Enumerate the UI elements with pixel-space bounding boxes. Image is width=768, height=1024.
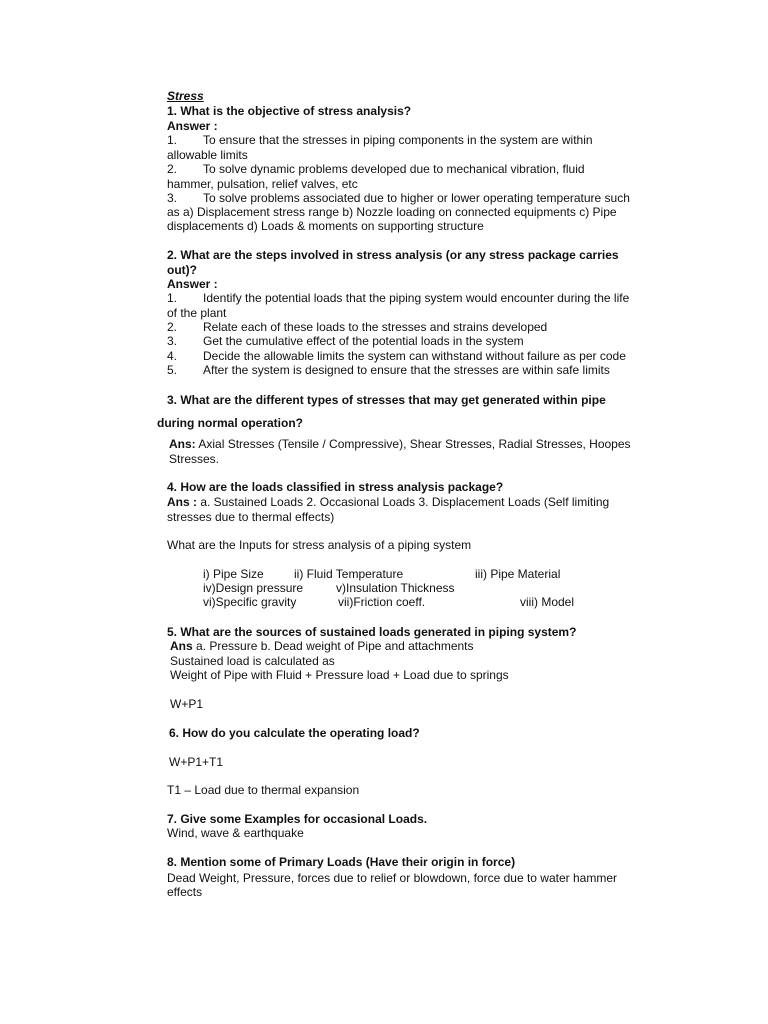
answer-label-2: Answer : bbox=[167, 277, 218, 291]
answer-5 bbox=[170, 639, 474, 654]
inputs-heading: What are the Inputs for stress analysis of a piping system bbox=[167, 538, 472, 552]
answer-4-cont: stresses due to thermal effects) bbox=[167, 510, 335, 524]
q2-item-1-cont: of the plant bbox=[167, 306, 227, 320]
sustained-load-formula: W+P1 bbox=[170, 697, 204, 711]
question-5: 5. What are the sources of sustained loads generated in piping system? bbox=[167, 625, 577, 639]
operating-load-formula: W+P1+T1 bbox=[169, 755, 224, 769]
q2-item-1 bbox=[167, 291, 629, 306]
answer-3 bbox=[169, 437, 631, 452]
q1-item-1 bbox=[167, 133, 593, 148]
q1-item-2 bbox=[167, 162, 585, 177]
question-6: 6. How do you calculate the operating load? bbox=[169, 726, 420, 740]
q2-item-3 bbox=[167, 334, 524, 349]
item-number: 2. bbox=[167, 162, 178, 176]
answer-8: Dead Weight, Pressure, forces due to relief or blowdown, force due to water hammer bbox=[167, 871, 617, 885]
input-insulation-thickness: v)Insulation Thickness bbox=[336, 581, 455, 595]
q1-item-2-cont: hammer, pulsation, relief valves, etc bbox=[167, 177, 358, 191]
q1-item-3-cont: as a) Displacement stress range b) Nozzle loading on connected equipments c) Pipe bbox=[167, 205, 617, 219]
answer-label-4: Ans : bbox=[167, 495, 197, 509]
answer-5-line2: Sustained load is calculated as bbox=[170, 654, 335, 668]
answer-4 bbox=[167, 495, 609, 510]
question-3-cont: during normal operation? bbox=[157, 416, 303, 430]
item-number: 1. bbox=[167, 133, 178, 147]
q1-item-3 bbox=[167, 191, 630, 206]
item-text: To solve dynamic problems developed due to mechanical vibration, fluid bbox=[203, 162, 585, 176]
item-text: To ensure that the stresses in piping components in the system are within bbox=[203, 133, 593, 147]
question-8: 8. Mention some of Primary Loads (Have their origin in force) bbox=[167, 855, 516, 869]
input-specific-gravity: vi)Specific gravity bbox=[203, 595, 297, 609]
item-text: After the system is designed to ensure that the stresses are within safe limits bbox=[203, 363, 610, 377]
item-number: 1. bbox=[167, 291, 178, 305]
item-text: Get the cumulative effect of the potential loads in the system bbox=[203, 334, 524, 348]
answer-3-cont: Stresses. bbox=[169, 452, 220, 466]
input-pipe-material: iii) Pipe Material bbox=[475, 567, 561, 581]
input-model: viii) Model bbox=[520, 595, 575, 609]
answer-7: Wind, wave & earthquake bbox=[167, 826, 304, 840]
answer-label-1: Answer : bbox=[167, 119, 218, 133]
q2-item-4 bbox=[167, 349, 626, 364]
input-design-pressure: iv)Design pressure bbox=[203, 581, 304, 595]
item-number: 5. bbox=[167, 363, 178, 377]
answer-5-line3: Weight of Pipe with Fluid + Pressure load + Load due to springs bbox=[170, 668, 509, 682]
thermal-load-note: T1 – Load due to thermal expansion bbox=[167, 783, 360, 797]
item-text: Relate each of these loads to the stresses and strains developed bbox=[203, 320, 548, 334]
answer-label-5: Ans bbox=[170, 639, 193, 653]
q2-item-5 bbox=[167, 363, 610, 378]
q1-item-3-cont2: displacements d) Loads & moments on supporting structure bbox=[167, 219, 484, 233]
answer-label-3: Ans: bbox=[169, 437, 196, 451]
question-2: 2. What are the steps involved in stress analysis (or any stress package carries bbox=[167, 248, 619, 262]
document-title: Stress bbox=[167, 89, 204, 103]
answer-3-text: Axial Stresses (Tensile / Compressive), Shear Stresses, Radial Stresses, Hoopes bbox=[195, 437, 631, 451]
input-friction-coeff: vii)Friction coeff. bbox=[338, 595, 426, 609]
question-3: 3. What are the different types of stresses that may get generated within pipe bbox=[167, 393, 606, 407]
item-text: Identify the potential loads that the piping system would encounter during the life bbox=[203, 291, 630, 305]
question-7: 7. Give some Examples for occasional Loads. bbox=[167, 812, 428, 826]
item-number: 4. bbox=[167, 349, 178, 363]
item-text: To solve problems associated due to higher or lower operating temperature such bbox=[203, 191, 630, 205]
question-4: 4. How are the loads classified in stress analysis package? bbox=[167, 480, 504, 494]
q1-item-1-cont: allowable limits bbox=[167, 148, 248, 162]
answer-4-text: a. Sustained Loads 2. Occasional Loads 3. Displacement Loads (Self limiting bbox=[197, 495, 610, 509]
q2-item-2 bbox=[167, 320, 547, 335]
item-number: 3. bbox=[167, 334, 178, 348]
item-text: Decide the allowable limits the system can withstand without failure as per code bbox=[203, 349, 626, 363]
answer-8-cont: effects bbox=[167, 885, 203, 899]
item-number: 3. bbox=[167, 191, 178, 205]
item-number: 2. bbox=[167, 320, 178, 334]
answer-5-text: a. Pressure b. Dead weight of Pipe and attachments bbox=[192, 639, 474, 653]
question-1: 1. What is the objective of stress analysis? bbox=[167, 104, 412, 118]
input-pipe-size: i) Pipe Size bbox=[203, 567, 264, 581]
question-2-cont: out)? bbox=[167, 263, 197, 277]
input-fluid-temperature: ii) Fluid Temperature bbox=[294, 567, 404, 581]
